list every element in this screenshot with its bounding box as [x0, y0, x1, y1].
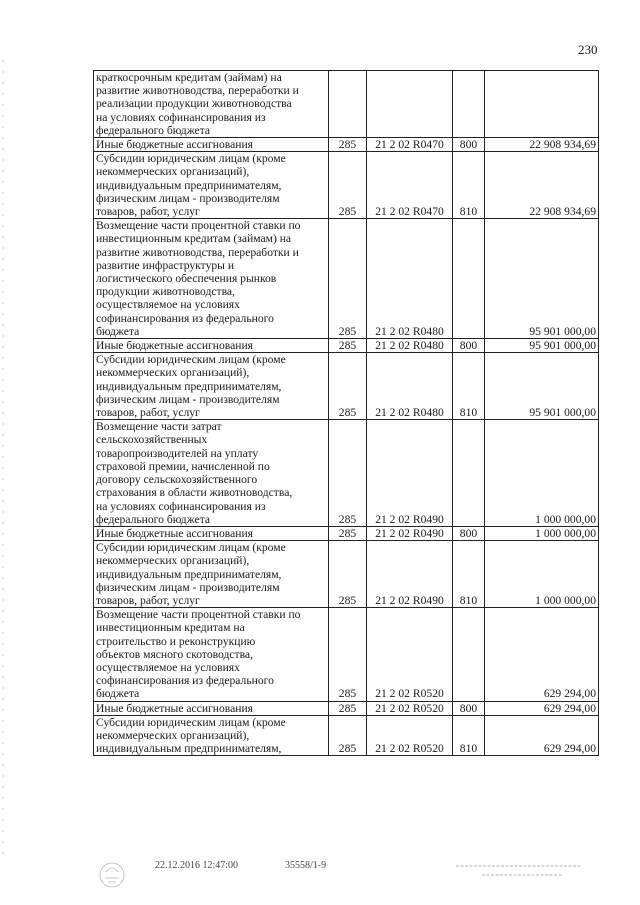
target-article-cell: 21 2 02 R0480 [367, 219, 453, 339]
faded-stamp-icon [452, 860, 587, 886]
scan-edge-marks [0, 0, 8, 905]
row-name-line: развитие животноводства, переработки и [96, 84, 299, 98]
amount-cell: 22 908 934,69 [485, 138, 599, 152]
table-row [94, 339, 599, 353]
row-name-cell [94, 353, 329, 420]
target-article-cell: 21 2 02 R0520 [367, 715, 453, 756]
amount-cell: 95 901 000,00 [485, 219, 599, 339]
amount-cell [485, 71, 599, 138]
target-article-cell: 21 2 02 R0490 [367, 541, 453, 608]
row-name-cell [94, 541, 329, 608]
ministry-code-cell: 285 [329, 526, 367, 540]
expense-type-cell: 810 [453, 353, 485, 420]
table-row [94, 71, 599, 138]
row-name-line: некоммерческих организаций), [96, 165, 250, 179]
row-name-cell [94, 608, 329, 701]
row-name-line: осуществляемое на условиях [96, 298, 240, 312]
expense-type-cell: 810 [453, 715, 485, 756]
row-name-cell [94, 339, 329, 353]
amount-cell: 629 294,00 [485, 608, 599, 701]
row-name-line: Субсидии юридическим лицам (кроме [96, 152, 286, 166]
row-name-line: Возмещение части процентной ставки по [96, 608, 301, 622]
expense-type-cell [453, 71, 485, 138]
row-name-line: Иные бюджетные ассигнования [96, 138, 253, 152]
row-name-line: договору сельскохозяйственного [96, 473, 258, 487]
ministry-code-cell: 285 [329, 701, 367, 715]
row-name-line: краткосрочным кредитам (займам) на [96, 71, 282, 84]
amount-cell: 95 901 000,00 [485, 353, 599, 420]
amount-cell: 629 294,00 [485, 701, 599, 715]
row-name-line: индивидуальным предпринимателям, [96, 178, 282, 192]
ministry-code-cell: 285 [329, 715, 367, 756]
ministry-code-cell: 285 [329, 541, 367, 608]
row-name-line: сельскохозяйственных [96, 433, 208, 447]
ministry-code-cell: 285 [329, 353, 367, 420]
row-name-line: бюджета [96, 324, 140, 338]
target-article-cell: 21 2 02 R0520 [367, 701, 453, 715]
expense-type-cell [453, 219, 485, 339]
ministry-code-cell: 285 [329, 608, 367, 701]
row-name-line: софинансирования из федерального [96, 674, 274, 688]
expense-type-cell: 800 [453, 526, 485, 540]
row-name-cell [94, 701, 329, 715]
row-name-line: бюджета [96, 687, 140, 701]
row-name-line: инвестиционным кредитам на [96, 621, 245, 635]
page-number: 230 [578, 42, 598, 57]
row-name-cell [94, 420, 329, 527]
row-name-line: софинансирования из федерального [96, 311, 274, 325]
amount-cell: 1 000 000,00 [485, 541, 599, 608]
row-name-line: физическим лицам - производителям [96, 392, 280, 406]
row-name-line: инвестиционным кредитам (займам) на [96, 232, 292, 246]
expense-type-cell: 810 [453, 152, 485, 219]
row-name-line: индивидуальным предпринимателям, [96, 567, 282, 581]
row-name-cell [94, 526, 329, 540]
table-row [94, 608, 599, 701]
target-article-cell: 21 2 02 R0490 [367, 526, 453, 540]
expense-type-cell: 800 [453, 138, 485, 152]
row-name-line: товаров, работ, услуг [96, 205, 200, 219]
ministry-code-cell: 285 [329, 420, 367, 527]
row-name-cell [94, 715, 329, 756]
table-row [94, 138, 599, 152]
row-name-cell [94, 71, 329, 138]
expense-type-cell: 800 [453, 339, 485, 353]
row-name-line: Возмещение части затрат [96, 420, 222, 434]
ministry-code-cell: 285 [329, 138, 367, 152]
row-name-line: товаров, работ, услуг [96, 406, 200, 420]
table-row [94, 420, 599, 527]
ministry-code-cell [329, 71, 367, 138]
row-name-cell [94, 219, 329, 339]
table-row [94, 715, 599, 756]
table-row [94, 219, 599, 339]
row-name-line: Иные бюджетные ассигнования [96, 701, 253, 715]
row-name-line: строительство и реконструкцию [96, 634, 256, 648]
target-article-cell: 21 2 02 R0470 [367, 138, 453, 152]
budget-table [93, 70, 599, 756]
row-name-line: продукции животноводства, [96, 285, 235, 299]
ministry-code-cell: 285 [329, 219, 367, 339]
row-name-line: осуществляемое на условиях [96, 660, 240, 674]
row-name-line: физическим лицам - производителям [96, 191, 280, 205]
amount-cell: 1 000 000,00 [485, 420, 599, 527]
row-name-line: Субсидии юридическим лицам (кроме [96, 715, 286, 729]
row-name-line: индивидуальным предпринимателям, [96, 379, 282, 393]
row-name-line: товаропроизводителей на уплату [96, 446, 259, 460]
table-body [94, 71, 599, 756]
row-name-line: Субсидии юридическим лицам (кроме [96, 353, 286, 367]
row-name-line: на условиях софинансирования из [96, 499, 266, 513]
row-name-line: товаров, работ, услуг [96, 593, 200, 607]
row-name-line: физическим лицам - производителям [96, 580, 280, 594]
expense-type-cell: 800 [453, 701, 485, 715]
row-name-line: страхования в области животноводства, [96, 486, 293, 500]
table-row [94, 701, 599, 715]
expense-type-cell: 810 [453, 541, 485, 608]
row-name-line: развитие инфраструктуры и [96, 258, 235, 272]
row-name-line: развитие животноводства, переработки и [96, 245, 299, 259]
ministry-code-cell: 285 [329, 339, 367, 353]
target-article-cell: 21 2 02 R0490 [367, 420, 453, 527]
table-row [94, 152, 599, 219]
target-article-cell: 21 2 02 R0480 [367, 339, 453, 353]
amount-cell: 1 000 000,00 [485, 526, 599, 540]
table-row [94, 526, 599, 540]
expense-type-cell [453, 608, 485, 701]
amount-cell: 22 908 934,69 [485, 152, 599, 219]
row-name-line: Иные бюджетные ассигнования [96, 526, 253, 540]
table-row [94, 541, 599, 608]
footer-datetime: 22.12.2016 12:47:00 [155, 860, 239, 871]
row-name-line: реализации продукции животноводства [96, 97, 292, 111]
row-name-line: страховой премии, начисленной по [96, 459, 270, 473]
expense-type-cell [453, 420, 485, 527]
row-name-line: некоммерческих организаций), [96, 728, 250, 742]
amount-cell: 629 294,00 [485, 715, 599, 756]
row-name-line: некоммерческих организаций), [96, 554, 250, 568]
row-name-line: Возмещение части процентной ставки по [96, 219, 301, 233]
row-name-line: некоммерческих организаций), [96, 366, 250, 380]
row-name-line: Иные бюджетные ассигнования [96, 339, 253, 353]
stamp-seal-icon [96, 860, 128, 890]
table-row [94, 353, 599, 420]
row-name-line: федерального бюджета [96, 123, 211, 137]
amount-cell: 95 901 000,00 [485, 339, 599, 353]
row-name-line: объектов мясного скотоводства, [96, 647, 253, 661]
target-article-cell: 21 2 02 R0470 [367, 152, 453, 219]
ministry-code-cell: 285 [329, 152, 367, 219]
row-name-line: индивидуальным предпринимателям, [96, 742, 282, 756]
target-article-cell: 21 2 02 R0520 [367, 608, 453, 701]
row-name-cell [94, 152, 329, 219]
footer [0, 860, 640, 900]
row-name-line: на условиях софинансирования из [96, 110, 266, 124]
row-name-line: Субсидии юридическим лицам (кроме [96, 541, 286, 555]
target-article-cell: 21 2 02 R0480 [367, 353, 453, 420]
row-name-line: федерального бюджета [96, 512, 211, 526]
target-article-cell [367, 71, 453, 138]
row-name-cell [94, 138, 329, 152]
footer-doc-number: 35558/1-9 [285, 860, 327, 871]
row-name-line: логистического обеспечения рынков [96, 272, 277, 286]
